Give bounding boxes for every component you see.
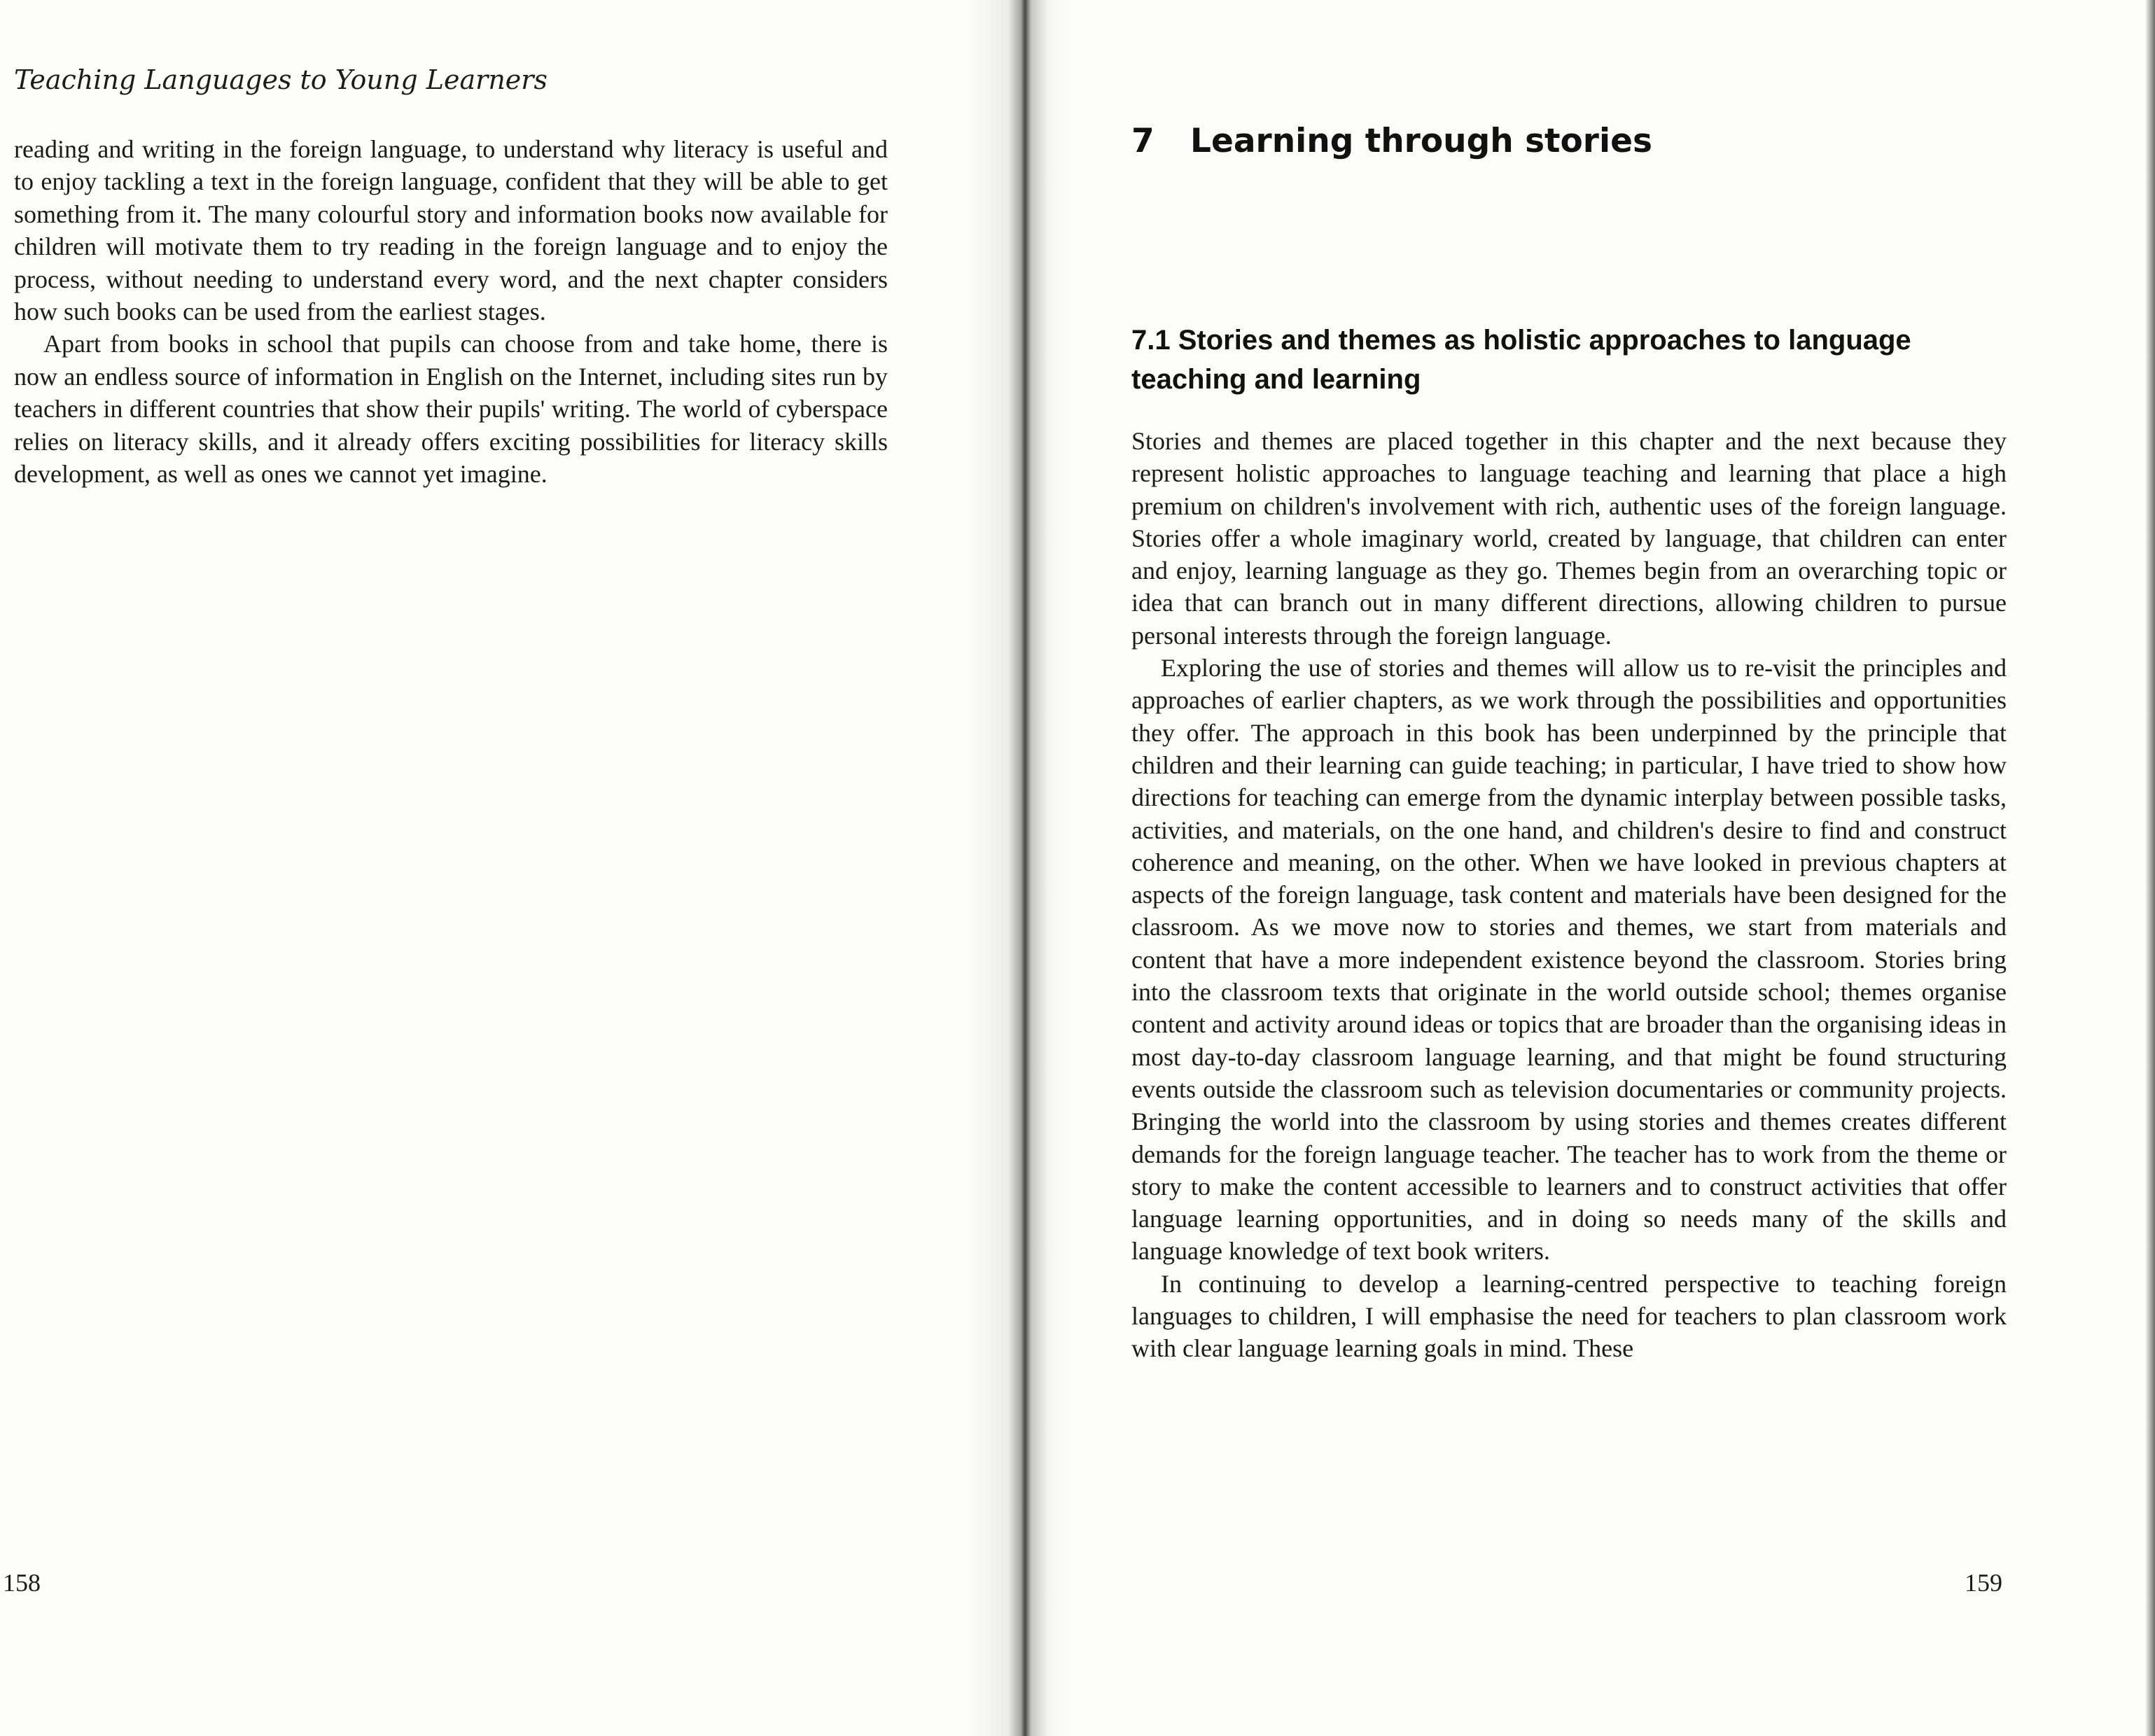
right-paragraph-2: Exploring the use of stories and themes will allow us to re-visit the principles and approaches of earlier chapters, as we work through the possibilities and opportunities they offer. The approach in this book has been underpinned by the principle that children and their learning can guide teaching; in particular, I have tried to show how directions for teaching can emerge from the dynamic interplay between possible tasks, activities, and materials, on the one hand, and children's desire to find and construct coherence and meaning, on the other. When we have looked in previous chapters at aspects of the foreign language, task content and materials have been designed for the classroom. As we move now to stories and themes, we start from materials and content that have a more independent existence beyond the classroom. Stories bring into the classroom texts that originate in the world outside school; themes organise content and activity around ideas or topics that are broader than the organising ideas in most day-to-day classroom language learning, and that might be found structuring events outside the classroom such as television documentaries or community projects. Bringing the world into the classroom by using stories and themes creates different demands for the foreign language teacher. The teacher has to work from the theme or story to make the content accessible to learners and to construct activities that offer language learning opportunities, and in doing so needs many of the skills and language knowledge of text book writers. (1131, 654, 2007, 1266)
chapter-number: 7 (1131, 122, 1155, 160)
right-page-body (1131, 425, 2007, 1365)
chapter-title-text: Learning through stories (1190, 122, 1652, 160)
book-gutter-shadow (966, 0, 1071, 1736)
left-paragraph-2: Apart from books in school that pupils can choose from and take home, there is now an endless source of information in English on the Internet, including sites run by teachers in different countries that show their pupils' writing. The world of cyberspace relies on literacy skills, and it already offers exciting possibilities for literacy skills development, as well as ones we cannot yet imagine. (14, 330, 888, 489)
chapter-title (1131, 122, 1652, 160)
running-head: Teaching Languages to Young Learners (14, 64, 548, 95)
left-page (0, 0, 994, 1736)
right-paragraph-3: In continuing to develop a learning-centred perspective to teaching foreign languages to children, I will emphasise the need for teachers to plan classroom work with clear language learning goals in mind. These (1131, 1269, 2007, 1363)
section-heading: 7.1 Stories and themes as holistic approaches to language teaching and learning (1131, 325, 1911, 395)
page-number-left: 158 (3, 1569, 41, 1597)
left-page-body (14, 133, 888, 490)
page-edge-shadow (2145, 0, 2155, 1736)
left-paragraph-1: reading and writing in the foreign language, to understand why literacy is useful and to enjoy tackling a text in the foreign language, confident that they will be able to get something from it. The many colourful story and information books now available for children will motivate them to try reading in the foreign language and to enjoy the process, without needing to understand every word, and the next chapter considers how such books can be used from the earliest stages. (14, 135, 888, 326)
right-paragraph-1: Stories and themes are placed together in this chapter and the next because they represent holistic approaches to language teaching and learning that place a high premium on children's involvement with rich, authentic uses of the foreign language. Stories offer a whole imaginary world, created by language, that children can enter and enjoy, learning language as they go. Themes begin from an overarching topic or idea that can branch out in many different directions, allowing children to pursue personal interests through the foreign language. (1131, 427, 2007, 650)
page-number-right: 159 (1965, 1569, 2002, 1597)
